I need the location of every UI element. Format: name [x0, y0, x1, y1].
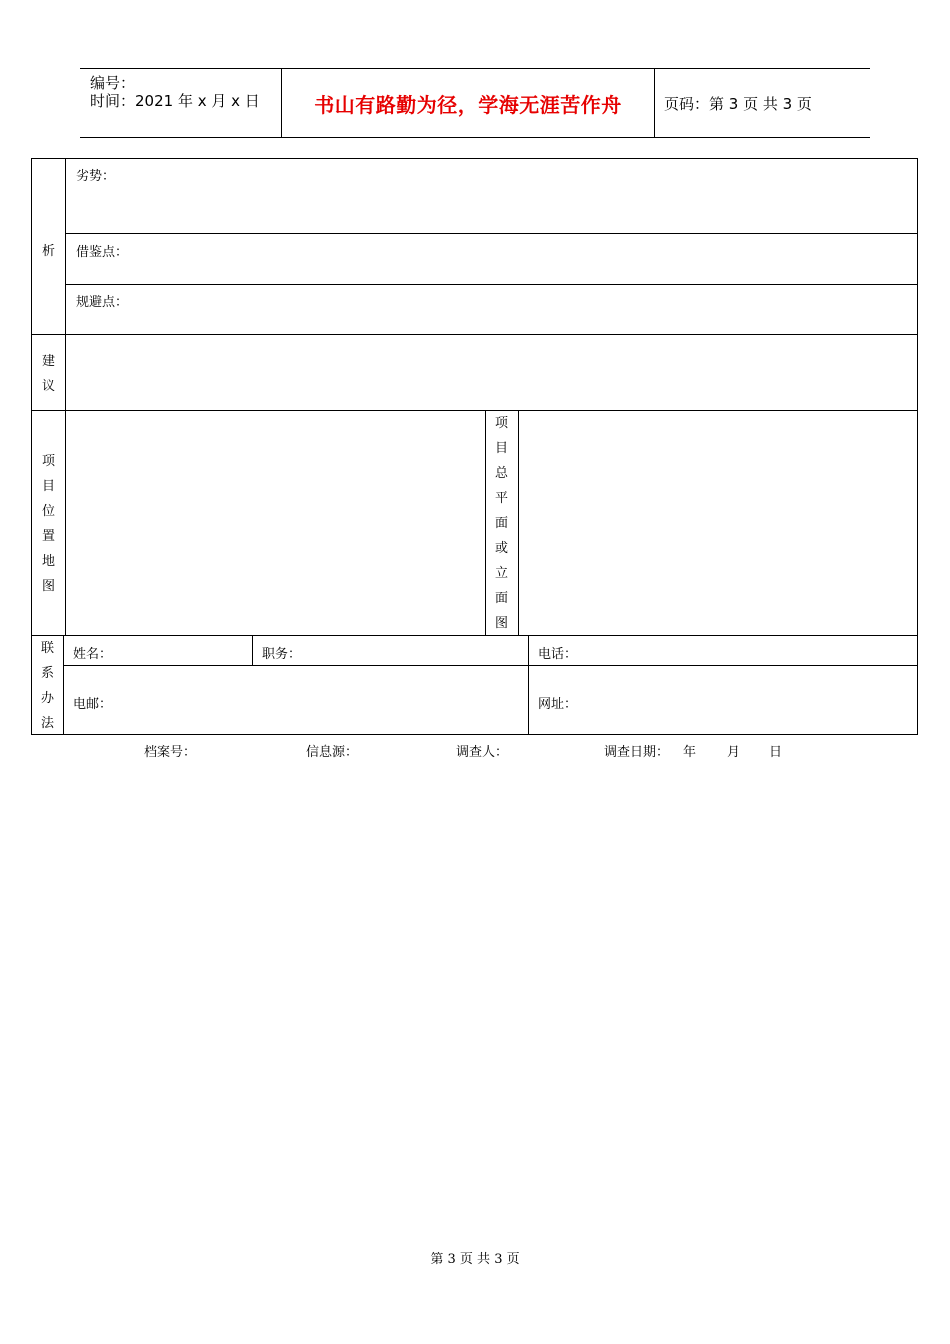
header-page-cell [655, 69, 870, 137]
label-column-divider [65, 159, 66, 635]
plan-elevation-label-char: 图 [494, 616, 508, 631]
information-source-label: 信息源： [306, 745, 359, 760]
motto-text: 书山有路勤为径，学海无涯苦作舟 [314, 92, 622, 117]
section-divider-contact [32, 635, 917, 636]
plan-elevation-label-char: 总 [494, 466, 508, 481]
contact-row-divider [63, 665, 917, 666]
reference-points-label: 借鉴点： [76, 245, 129, 260]
location-map-side-label [32, 449, 65, 599]
page-header [80, 68, 870, 138]
plan-elevation-label-char: 面 [494, 591, 508, 606]
disadvantages-label: 劣势： [76, 169, 116, 184]
survey-date-month: 月 [727, 745, 741, 760]
contact-method-label-char: 办 [40, 691, 54, 706]
plan-elevation-label-char: 平 [494, 491, 508, 506]
location-map-label-char: 地 [41, 554, 55, 569]
location-map-label-char: 目 [41, 479, 55, 494]
location-map-label-char: 图 [41, 579, 55, 594]
survey-form-table [31, 158, 918, 735]
plan-elevation-label-char: 或 [494, 541, 508, 556]
investigator-label: 调查人： [456, 745, 509, 760]
contact-label-divider [63, 635, 64, 735]
document-number-label: 编号： [90, 74, 136, 92]
survey-date-label: 调查日期： [604, 745, 670, 760]
analysis-divider-2 [65, 284, 917, 285]
contact-method-label-char: 联 [40, 641, 54, 656]
header-motto-cell [282, 69, 655, 137]
contact-website-label: 网址： [538, 697, 578, 712]
analysis-side-label: 析 [42, 244, 56, 259]
suggestion-label-char: 议 [41, 379, 55, 394]
name-position-divider [252, 635, 253, 665]
plan-elevation-label-char: 项 [494, 416, 508, 431]
avoid-points-label: 规避点： [76, 295, 129, 310]
plan-elevation-label-char: 目 [494, 441, 508, 456]
contact-method-side-label [32, 636, 63, 736]
analysis-divider-1 [65, 233, 917, 234]
contact-email-label: 电邮： [73, 697, 113, 712]
document-time-label: 时间：2021 年 x 月 x 日 [90, 92, 260, 110]
contact-middle-divider [528, 635, 529, 735]
location-map-label-char: 位 [41, 504, 55, 519]
section-divider-maps [32, 410, 917, 411]
suggestion-side-label [32, 349, 65, 399]
plan-elevation-label-char: 立 [494, 566, 508, 581]
header-page-label: 页码：第 3 页 共 3 页 [664, 94, 812, 113]
contact-position-label: 职务： [262, 647, 302, 662]
page-footer-number: 第 3 页 共 3 页 [430, 1252, 520, 1267]
survey-date-day: 日 [769, 745, 783, 760]
suggestion-label-char: 建 [41, 354, 55, 369]
contact-method-label-char: 系 [40, 666, 54, 681]
location-map-label-char: 置 [41, 529, 55, 544]
archive-number-label: 档案号： [144, 745, 197, 760]
plan-label-right-divider [518, 410, 519, 635]
survey-date-year: 年 [683, 745, 697, 760]
plan-elevation-side-label [485, 411, 518, 636]
contact-phone-label: 电话： [538, 647, 578, 662]
plan-elevation-label-char: 面 [494, 516, 508, 531]
location-map-label-char: 项 [41, 454, 55, 469]
section-divider-suggestion [32, 334, 917, 335]
contact-name-label: 姓名： [73, 647, 113, 662]
contact-method-label-char: 法 [40, 716, 54, 731]
header-meta-cell [80, 69, 282, 137]
